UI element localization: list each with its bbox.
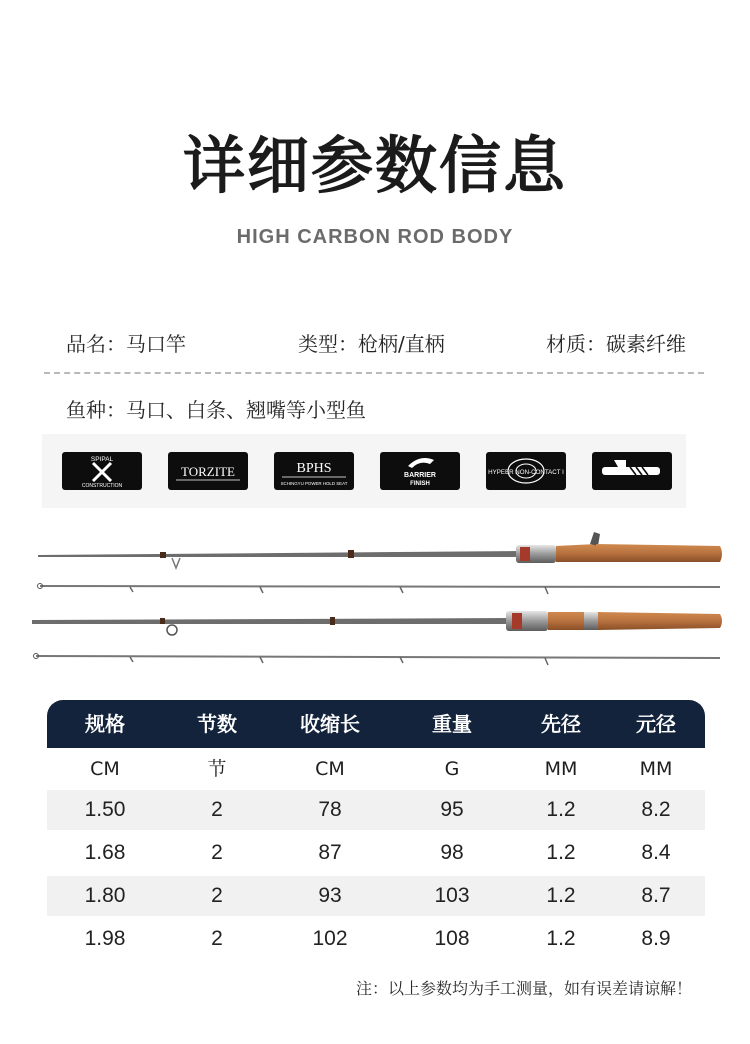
barrier-finish-icon [380, 452, 460, 490]
unit-cell: CM [315, 758, 345, 780]
spinning-rod-tip [34, 654, 721, 666]
unit-cell: MM [639, 758, 673, 780]
table-cell: 8.7 [641, 884, 671, 907]
table-row [47, 919, 705, 959]
bphs-icon [274, 452, 354, 490]
badge-barrier-bottom: FINISH [410, 481, 430, 487]
table-cell: 103 [434, 884, 470, 907]
spinning-rod-butt [32, 611, 722, 635]
table-cell: 1.98 [84, 927, 126, 950]
badge-bphs-mark: BPHS [296, 461, 332, 476]
feature-badges [42, 434, 686, 508]
table-cell: 8.2 [641, 798, 671, 821]
spec-table-header [47, 700, 705, 748]
table-cell: 1.2 [546, 841, 576, 864]
reel-seat-icon [592, 452, 672, 490]
table-cell: 95 [440, 798, 464, 821]
spiral-x-icon [62, 452, 142, 490]
table-cell: 2 [211, 884, 223, 907]
th-spec: 规格 [85, 712, 125, 736]
hyper-non-contact-icon [486, 452, 566, 490]
th-tip-diameter: 先径 [541, 712, 581, 736]
table-cell: 78 [318, 798, 342, 821]
unit-cell: MM [544, 758, 578, 780]
th-weight: 重量 [432, 712, 472, 736]
table-cell: 1.80 [84, 884, 126, 907]
spec-material: 材质：碳素纤维 [546, 332, 686, 356]
table-cell: 2 [211, 798, 223, 821]
spec-row [66, 328, 710, 358]
badge-bphs-bottom: SCHINGYU POWER HOLD SEAT [280, 481, 348, 486]
table-row [47, 833, 705, 873]
table-cell: 1.50 [84, 798, 126, 821]
spec-divider [44, 372, 704, 374]
unit-cell: G [444, 758, 460, 780]
badge-spiral-top: SPIPAL [90, 456, 114, 463]
table-cell: 1.2 [546, 884, 576, 907]
th-sections: 节数 [197, 712, 237, 736]
page-subtitle: HIGH CARBON ROD BODY [236, 226, 514, 248]
table-cell: 8.9 [641, 927, 671, 950]
table-cell: 1.2 [546, 927, 576, 950]
unit-cell: 节 [207, 758, 227, 780]
table-row [47, 876, 705, 916]
table-cell: 102 [312, 927, 348, 950]
th-butt-diameter: 元径 [636, 712, 676, 736]
table-cell: 98 [440, 841, 464, 864]
casting-rod-tip [38, 584, 721, 595]
casting-rod-butt [38, 532, 722, 568]
page-title: 详细参数信息 [182, 129, 567, 202]
table-row [47, 790, 705, 830]
table-cell: 108 [434, 927, 470, 950]
table-cell: 93 [318, 884, 342, 907]
measurement-note: 注：以上参数均为手工测量，如有误差请谅解！ [355, 979, 692, 998]
table-cell: 1.68 [84, 841, 126, 864]
spec-type: 类型：枪柄/直柄 [298, 332, 445, 356]
badge-spiral-bottom: CONSTRUCTION [81, 483, 123, 489]
table-cell: 8.4 [641, 841, 671, 864]
rod-illustration [0, 524, 750, 674]
spec-table-units [47, 748, 705, 790]
spec-product-name: 品名：马口竿 [66, 332, 186, 356]
table-cell: 2 [211, 927, 223, 950]
table-cell: 1.2 [546, 798, 576, 821]
table-cell: 2 [211, 841, 223, 864]
th-closed-length: 收缩长 [300, 712, 360, 736]
unit-cell: CM [90, 758, 120, 780]
table-cell: 87 [318, 841, 342, 864]
badge-torzite-mark: TORZITE [181, 464, 235, 479]
badge-hyper-mark: HYPEER NON-CONTACT I [488, 469, 564, 476]
torzite-icon [168, 452, 248, 490]
badge-barrier-mark: BARRIER [404, 472, 436, 479]
spec-fish-species: 鱼种：马口、白条、翘嘴等小型鱼 [66, 398, 366, 422]
